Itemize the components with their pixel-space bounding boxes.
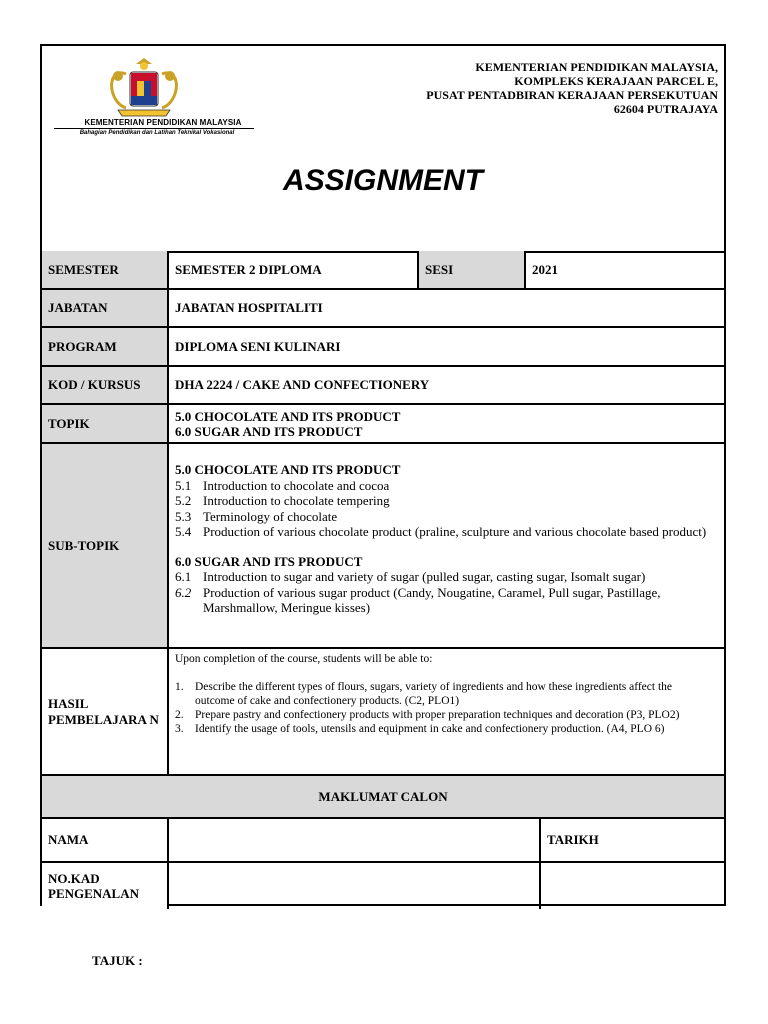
program-label: PROGRAM (42, 328, 169, 365)
ic-row (42, 863, 724, 909)
list-item (175, 478, 389, 494)
item-text: Production of various sugar product (Candy, Nougatine, Caramel, Pull sugar, Pastillage, Marshmallow, Meringue kisses) (203, 584, 661, 615)
ministry-name: KEMENTERIAN PENDIDIKAN MALAYSIA (84, 118, 242, 127)
nama-row (42, 819, 724, 863)
list-item (175, 680, 712, 708)
sesi-label: SESI (419, 251, 526, 288)
nama-field[interactable] (169, 819, 541, 861)
assignment-cover-form (40, 44, 726, 906)
topik-item: 6.0 SUGAR AND ITS PRODUCT (175, 423, 363, 439)
ministry-division: Bahagian Pendidikan dan Latihan Teknikal Vokasional (79, 130, 235, 136)
program-value: DIPLOMA SENI KULINARI (175, 338, 341, 354)
list-item (175, 722, 664, 736)
tarikh-label: TARIKH (547, 832, 599, 847)
kod-kursus-row (42, 367, 724, 405)
address-line: 62604 PUTRAJAYA (613, 102, 718, 116)
item-text: Introduction to chocolate and cocoa (203, 477, 390, 493)
program-row (42, 328, 724, 367)
subtopik-content (169, 444, 724, 647)
kod-kursus-label: KOD / KURSUS (42, 367, 169, 403)
address-line: PUSAT PENTADBIRAN KERAJAAN PERSEKUTUAN (426, 88, 718, 102)
item-text: Introduction to chocolate tempering (203, 493, 390, 508)
malaysia-coat-of-arms-icon (104, 56, 184, 118)
semester-label: SEMESTER (42, 251, 169, 288)
list-item (175, 569, 645, 585)
topik-item: 5.0 CHOCOLATE AND ITS PRODUCT (175, 408, 401, 424)
ministry-address (426, 60, 718, 116)
item-text: Identify the usage of tools, utensils and equipment in cake and confectionery production. (A4, PLO 6) (195, 723, 665, 735)
address-line: KEMENTERIAN PENDIDIKAN MALAYSIA, (475, 60, 718, 74)
subtopik-heading: 5.0 CHOCOLATE AND ITS PRODUCT (175, 462, 401, 477)
item-text: Production of various chocolate product (praline, sculpture and various chocolate based product) (203, 524, 707, 539)
hasil-label: HASIL PEMBELAJARA N (42, 649, 169, 774)
item-number: 6.2 (175, 584, 192, 600)
header-section (42, 46, 724, 253)
item-number: 6.1 (175, 569, 192, 584)
address-line: KOMPLEKS KERAJAAN PARCEL E, (514, 74, 718, 88)
list-item (175, 708, 679, 722)
list-item (175, 585, 710, 616)
semester-row (42, 251, 724, 290)
item-number: 5.3 (175, 508, 192, 524)
tarikh-field[interactable] (541, 863, 724, 909)
item-number: 5.1 (175, 477, 192, 493)
item-number: 5.2 (175, 493, 192, 508)
ministry-divider (54, 128, 254, 129)
sesi-value: 2021 (532, 261, 558, 277)
topik-label: TOPIK (42, 405, 169, 442)
nama-label: NAMA (42, 819, 169, 861)
subtopik-row (42, 444, 724, 649)
jabatan-row (42, 290, 724, 328)
jabatan-label: JABATAN (42, 290, 169, 326)
hasil-content (169, 649, 724, 774)
subtopik-heading: 6.0 SUGAR AND ITS PRODUCT (175, 553, 363, 569)
tajuk-label: TAJUK : (92, 953, 143, 968)
ic-label: NO.KAD PENGENALAN (42, 863, 169, 909)
semester-value: SEMESTER 2 DIPLOMA (169, 251, 419, 288)
list-item (175, 524, 706, 540)
jabatan-value: JABATAN HOSPITALITI (175, 300, 323, 315)
list-item (175, 493, 390, 509)
item-text: Describe the different types of flours, sugars, variety of ingredients and how these ingredients affect the outcome of cake and confectionery products. (C2, PLO1) (195, 681, 672, 707)
kod-kursus-value: DHA 2224 / CAKE AND CONFECTIONERY (175, 377, 430, 392)
subtopik-label: SUB-TOPIK (42, 444, 169, 647)
ic-field[interactable] (169, 863, 541, 909)
hasil-row (42, 649, 724, 776)
item-number: 1. (175, 681, 184, 693)
section-heading-maklumat-calon: MAKLUMAT CALON (42, 776, 724, 819)
page-title: ASSIGNMENT (282, 164, 483, 197)
item-number: 5.4 (175, 524, 192, 539)
topik-row (42, 405, 724, 444)
hasil-intro: Upon completion of the course, students will be able to: (175, 653, 433, 665)
list-item (175, 509, 337, 525)
item-number: 3. (175, 723, 184, 735)
item-text: Prepare pastry and confectionery products with proper preparation techniques and decoration (P3, PLO2) (195, 709, 680, 721)
topik-values (169, 405, 724, 442)
item-number: 2. (175, 709, 184, 721)
item-text: Terminology of chocolate (203, 508, 338, 524)
item-text: Introduction to sugar and variety of sugar (pulled sugar, casting sugar, Isomalt sugar) (203, 569, 646, 584)
